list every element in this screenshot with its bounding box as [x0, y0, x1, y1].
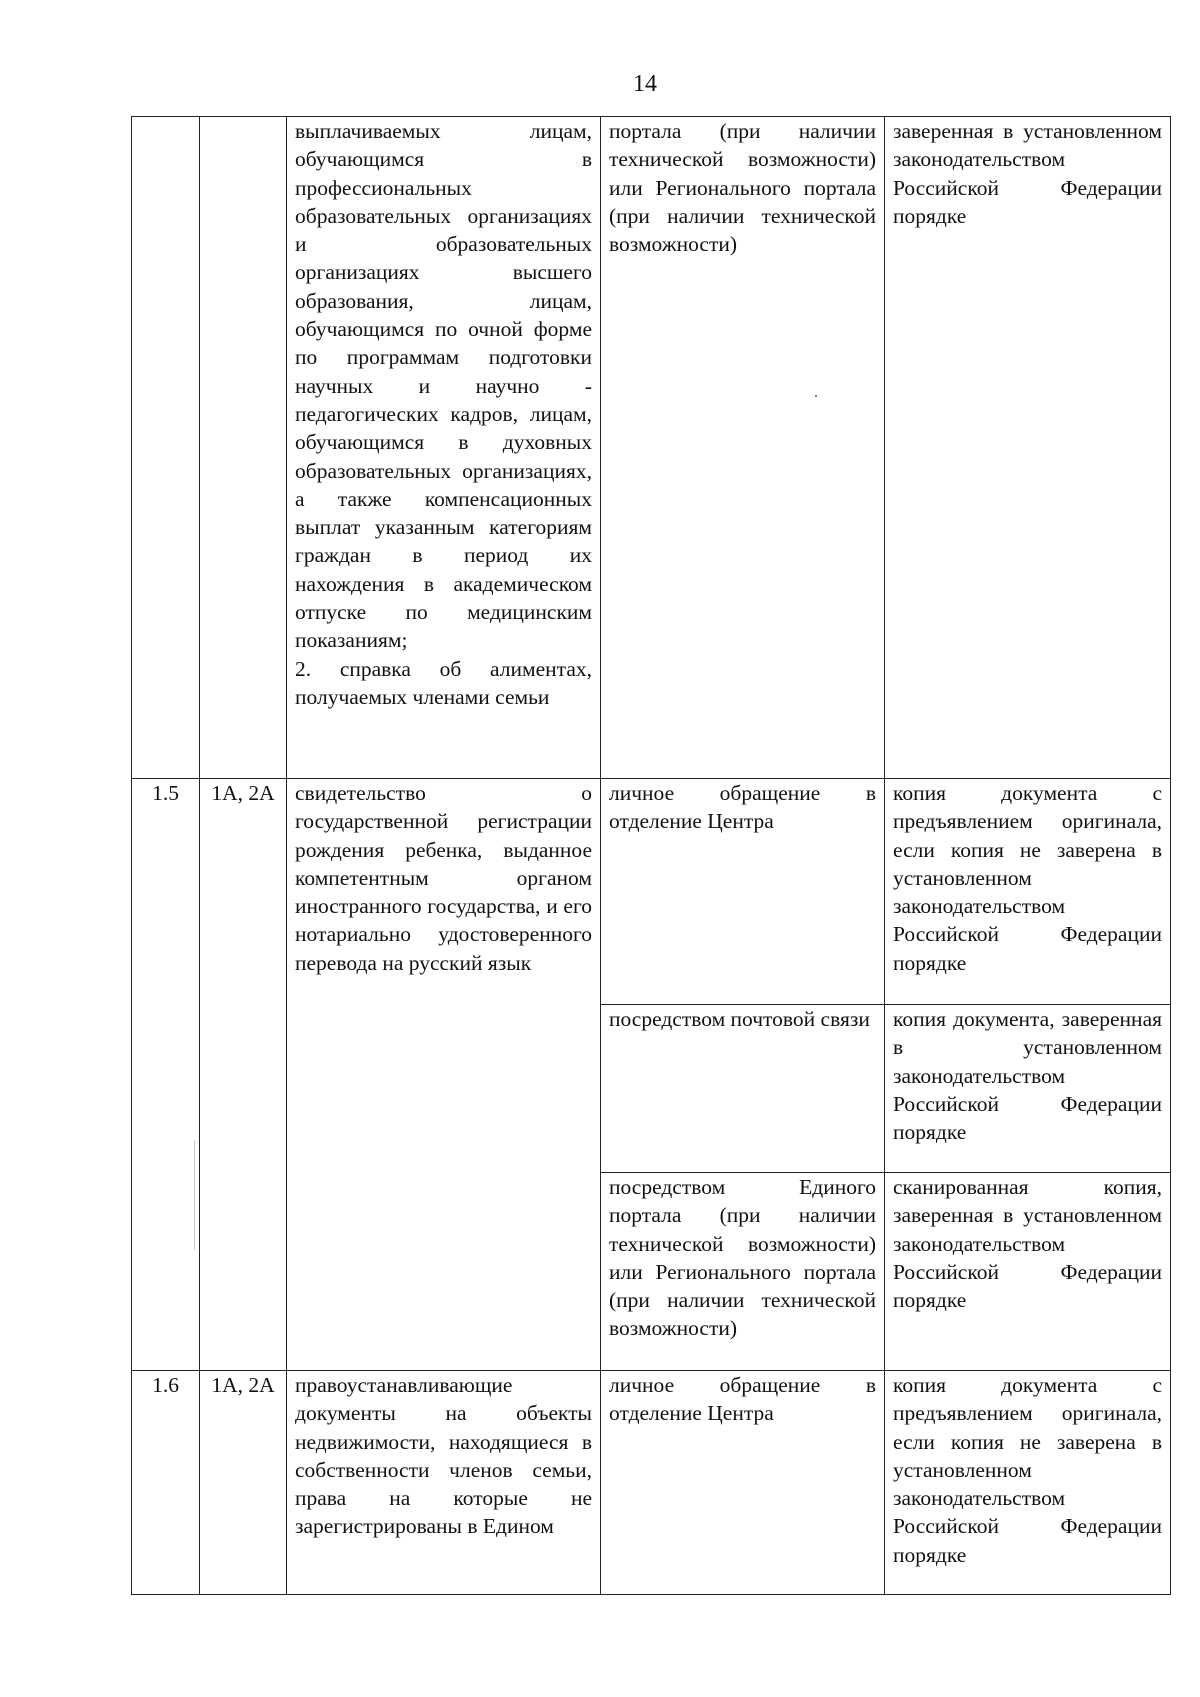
document-text: выплачиваемых лицам, обучающимся в профессиональных образовательных организациях и образовательных организациях высшего образования, лицам, обучающимся по очной форме по программам подготовки научных и научно - педагогических кадров, лицам, обучающимся в духовных образовательных организациях, а также компенсационных выплат указанным категориям граждан в период их нахождения в академическом отпуске по медицинским показаниям; 2. справка об алиментах, получаемых членами семьи	[295, 119, 592, 709]
scan-speck	[815, 395, 817, 397]
row-number-cell	[132, 117, 200, 779]
table-row	[132, 117, 1171, 779]
submission-method-cell: посредством Единого портала (при наличии технической возможности) или Регионального портала (при наличии технической возможности)	[601, 1173, 885, 1371]
submission-method-cell: портала (при наличии технической возможности) или Регионального портала (при наличии технической возможности)	[601, 117, 885, 779]
document-cell: правоустанавливающие документы на объекты недвижимости, находящиеся в собственности членов семьи, права на которые не зарегистрированы в Едином	[287, 1371, 601, 1595]
document-form-cell: заверенная в установленном законодательством Российской Федерации порядке	[885, 117, 1171, 779]
category-cell: 1А, 2А	[200, 1371, 287, 1595]
table-row	[132, 1371, 1171, 1595]
category-cell	[200, 117, 287, 779]
document-form-cell: копия документа, заверенная в установленном законодательством Российской Федерации порядке	[885, 1005, 1171, 1173]
page-number: 14	[633, 71, 657, 97]
submission-method-cell: личное обращение в отделение Центра	[601, 1371, 885, 1595]
document-form-cell: копия документа с предъявлением оригинала, если копия не заверена в установленном законодательством Российской Федерации порядке	[885, 779, 1171, 1005]
document-form-cell: сканированная копия, заверенная в установленном законодательством Российской Федерации порядке	[885, 1173, 1171, 1371]
row-number-cell: 1.5	[132, 779, 200, 1371]
document-cell: свидетельство о государственной регистрации рождения ребенка, выданное компетентным органом иностранного государства, и его нотариально удостоверенного перевода на русский язык	[287, 779, 601, 1371]
document-cell	[287, 117, 601, 779]
document-form-cell: копия документа с предъявлением оригинала, если копия не заверена в установленном законодательством Российской Федерации порядке	[885, 1371, 1171, 1595]
documents-table	[131, 116, 1171, 1595]
submission-method-cell: личное обращение в отделение Центра	[601, 779, 885, 1005]
table-body	[132, 117, 1171, 1595]
scan-margin-line	[194, 1140, 195, 1250]
row-number-cell: 1.6	[132, 1371, 200, 1595]
table-row	[132, 779, 1171, 1005]
category-cell: 1А, 2А	[200, 779, 287, 1371]
submission-method-cell: посредством почтовой связи	[601, 1005, 885, 1173]
